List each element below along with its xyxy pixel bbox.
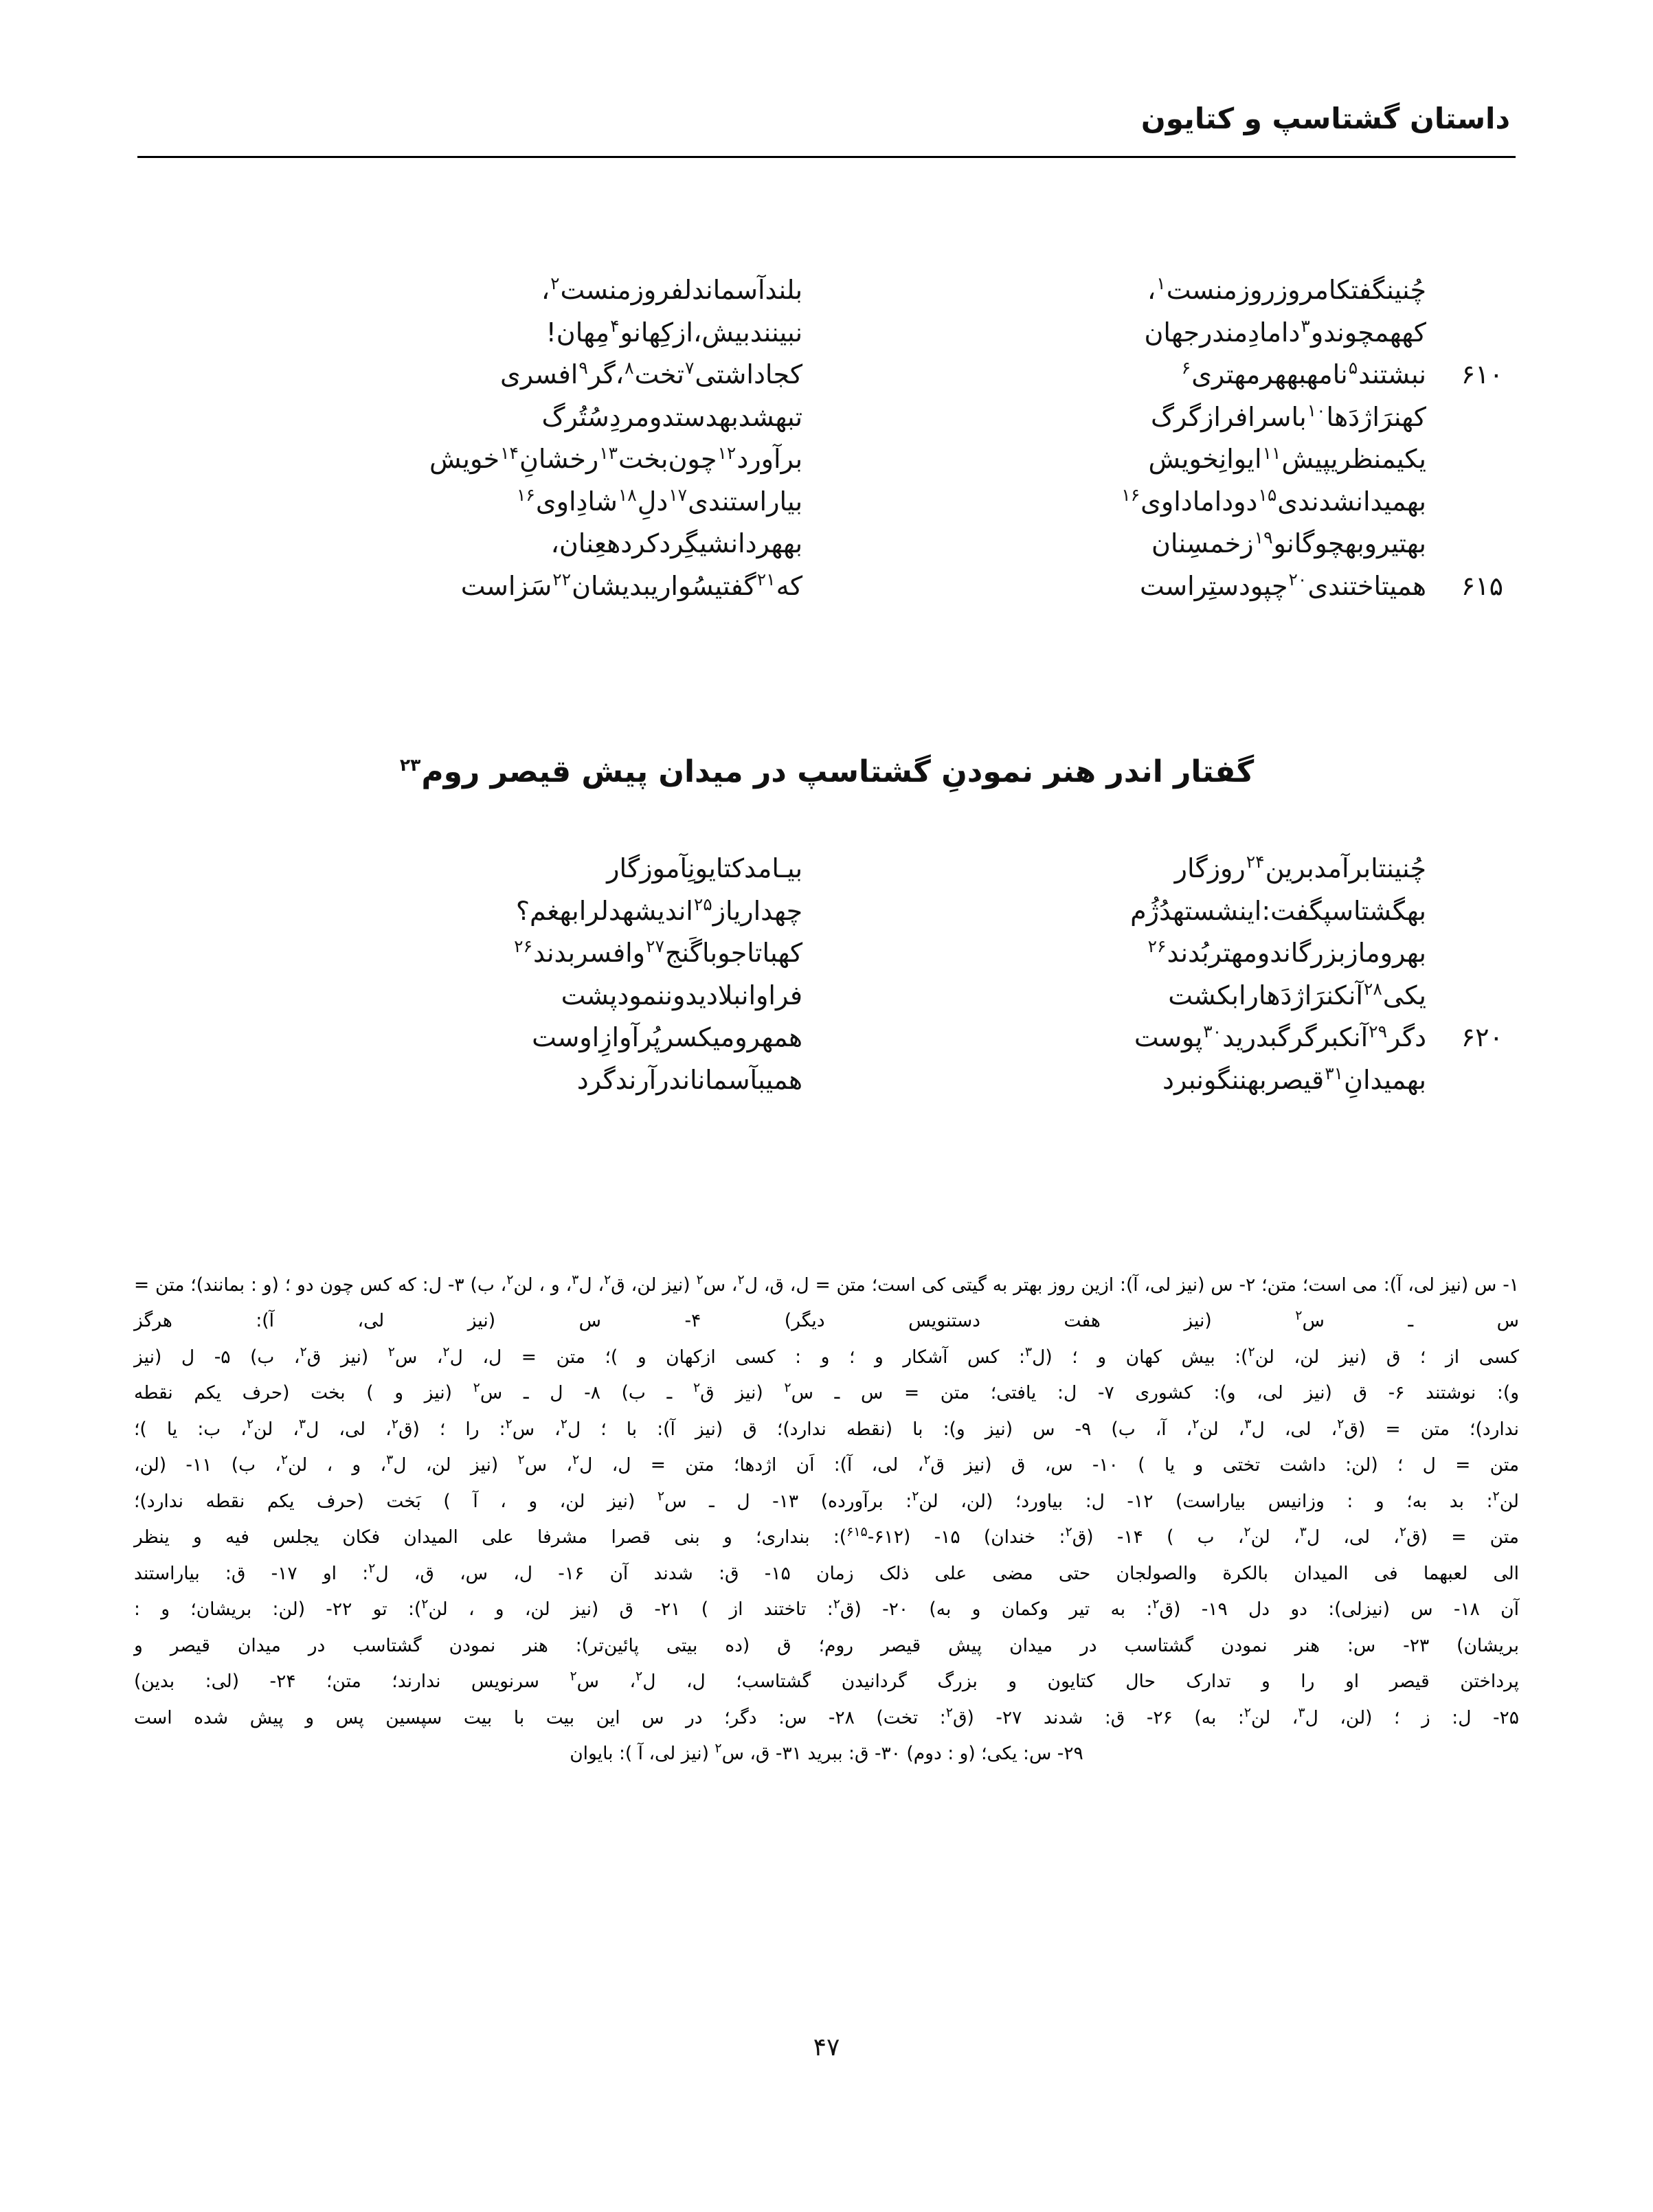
verse-word: پیش$^{۱۱}$ — [1262, 442, 1331, 475]
hemistich-right — [802, 1017, 1503, 1059]
hemistich-left — [227, 932, 802, 975]
hemistich-left — [227, 312, 802, 354]
couplet — [227, 932, 1426, 975]
verse-word: بیش، — [693, 317, 750, 348]
hemistich-right — [802, 565, 1503, 608]
verse-word: به — [559, 895, 579, 926]
footnote-marker: ۱۷ — [668, 485, 688, 506]
siglum-exponent: ۲ — [636, 1669, 643, 1684]
couplet — [227, 1059, 1426, 1102]
verse-word: اوی$^{۱۶}$ — [516, 485, 576, 517]
hemistich-left — [227, 975, 802, 1017]
verse-word: تاج — [730, 938, 763, 969]
section-heading — [0, 754, 1653, 789]
apparatus-line: ندارد)؛ متن = (ق$^۲$، لی، ل$^۳$، لن$^۲$، آ، ب) ۹- س (نیز و): با (نقطه ندارد)؛ ق (نیز آ): با ؛ ل$^۲$، س$^۲$: را ؛ (ق$^۲$، لی، ل$^۳$، لن$^۲$، ب: یا )؛ — [134, 1417, 1520, 1440]
verse-line-number: ۶۱۵ — [1461, 570, 1503, 601]
hemistich-right — [802, 396, 1426, 439]
apparatus-line: ۲۵- ل: ز ؛ (لن، ل$^۳$، لن$^۲$: به) ۲۶- ق: شدند ۲۷- (ق$^۲$: تخت) ۲۸- س: دگر؛ در س این بیت با بیت سپسین پس و پیش شده است — [134, 1704, 1519, 1728]
footnote-marker: ۱۲ — [717, 442, 736, 463]
verse-word: جهان — [1144, 317, 1200, 348]
verse-word: همی — [1389, 570, 1426, 601]
verse-word: در — [1199, 317, 1226, 348]
verse-word: هر — [756, 528, 783, 559]
verse-word: گرگ — [1277, 1022, 1317, 1053]
siglum-exponent: ۲ — [442, 1344, 450, 1360]
verse-word: داشتی$^۷$ — [684, 358, 765, 390]
hemistich-left — [227, 1059, 802, 1102]
verse-word: داماد — [1180, 486, 1234, 517]
verse-word: بکشت — [1168, 980, 1239, 1011]
couplet — [227, 890, 1426, 933]
apparatus-line: ۲۹- س: یکی؛ (و : دوم) ۳۰- ق: ببرید ۳۱- ق، س$^۲$ (نیز لی، آ ): بایوان — [570, 1741, 1083, 1765]
verse-word: میدانِ$^{۳۱}$ — [1325, 1063, 1407, 1095]
siglum-exponent: ۲ — [1399, 1524, 1407, 1540]
verse-word: بیاراستندی$^{۱۷}$ — [668, 485, 803, 517]
verse-word: به — [1406, 486, 1426, 517]
verse-word: غم؟ — [515, 895, 560, 926]
verse-word: کتایونِ — [688, 853, 745, 883]
footnote-marker: ۲۰ — [1288, 569, 1307, 590]
verse-word: به — [1247, 1064, 1267, 1095]
siglum-exponent: ۲ — [1337, 1417, 1345, 1432]
verse-word: بُدند$^{۲۶}$ — [1147, 936, 1209, 969]
couplet — [227, 269, 1426, 312]
siglum-exponent: ۲ — [391, 1417, 398, 1432]
siglum-exponent: ۲ — [246, 1417, 254, 1432]
section-heading-footnote-marker: ۲۳ — [399, 755, 421, 776]
verse-word: کِهان — [633, 317, 674, 348]
section-heading-text: گفتار اندر هنر نمودنِ گشتاسپ در میدان پیش قیصر روم — [421, 754, 1255, 789]
couplet — [227, 975, 1426, 1017]
couplet — [227, 438, 1426, 481]
siglum-exponent: ۲ — [560, 1417, 567, 1432]
verse-word: شدندی$^{۱۵}$ — [1258, 485, 1356, 517]
verse-word: دامادِ — [1248, 317, 1301, 348]
apparatus-line: لن$^۲$: بد به؛ و : وزانیس بیاراست) ۱۲- ل: بیاورد؛ (لن، لن$^۲$: برآورده) ۱۳- ل ـ س$^۲$ (نیز لن، و ، آ ) بَخت (حرف یکم نقطه ندارد)؛ — [134, 1488, 1519, 1512]
verse-word: نرَاژدَها — [1258, 980, 1334, 1011]
hemistich-left — [227, 396, 802, 439]
verse-word: به — [1345, 528, 1364, 559]
footnote-marker: ۱۴ — [500, 442, 519, 463]
verse-word: گشتاسپ — [1323, 895, 1407, 926]
verse-word: سرافرازگرگ — [1151, 401, 1292, 432]
footnote-marker: ۷ — [684, 358, 695, 379]
verse-word: که — [1402, 401, 1426, 432]
hemistich-right — [802, 848, 1426, 890]
hemistich-right — [802, 354, 1503, 396]
verse-word: و — [1250, 570, 1264, 601]
verse-word: داری — [733, 895, 775, 926]
verse-word: روم — [720, 1022, 762, 1053]
footnote-marker: ۱۳ — [599, 442, 618, 463]
verse-word: منظری — [1330, 444, 1397, 475]
verse-word: نبینند — [750, 317, 803, 348]
hemistich-right — [802, 312, 1426, 354]
couplet — [227, 1017, 1503, 1059]
verse-word: دید — [685, 980, 718, 1011]
siglum-exponent: ۲ — [570, 1669, 577, 1684]
verse-word: روز — [1237, 275, 1275, 305]
verse-word: بآسمان — [697, 1064, 766, 1095]
footnote-marker: ۱ — [1156, 273, 1166, 294]
siglum-exponent: ۳ — [386, 1452, 394, 1468]
verse-word: راست — [1139, 570, 1209, 601]
siglum-exponent: ۲ — [737, 1272, 745, 1288]
verse-word: بدیشان$^{۲۲}$ — [552, 569, 651, 601]
footnote-marker: ۵ — [1348, 358, 1358, 379]
verse-word: بزرگان — [1283, 938, 1346, 969]
couplet — [227, 481, 1426, 523]
verse-word: از — [673, 317, 693, 348]
verse-word: مهتری$^۶$ — [1181, 358, 1261, 390]
footnote-marker: ۳۰ — [1203, 1021, 1222, 1041]
verse-word: دانشی — [699, 528, 757, 559]
hemistich-left — [227, 523, 802, 565]
siglum-exponent: ۲ — [923, 1452, 931, 1468]
verse-word: خویش — [1148, 444, 1219, 475]
verse-word: شد — [738, 401, 776, 432]
siglum-exponent: ۲ — [421, 1596, 429, 1612]
siglum-exponent: ۲ — [387, 1344, 395, 1360]
verse-word: به — [1406, 895, 1426, 926]
verse-word: و — [1364, 528, 1377, 559]
verse-word: چه — [774, 895, 803, 926]
footnote-marker: ۶ — [1181, 358, 1191, 379]
verse-word: کجا — [765, 359, 803, 390]
verse-word: نبشتند$^۵$ — [1348, 358, 1426, 390]
siglum-exponent: ۲ — [300, 1344, 307, 1360]
verse-word: یکی$^{۲۸}$ — [1363, 978, 1426, 1011]
verse-word: دگر$^{۲۹}$ — [1369, 1021, 1426, 1053]
verse-word: ننمود — [617, 980, 673, 1011]
verse-word: و$^{۱۹}$ — [1254, 527, 1287, 559]
hemistich-right — [802, 523, 1426, 565]
footnote-marker: ۳ — [1301, 315, 1310, 336]
verse-word: آنک — [1334, 980, 1363, 1011]
verse-word: میدان — [1356, 486, 1407, 517]
footnote-marker: ۲۵ — [693, 894, 712, 914]
siglum-exponent: ۲ — [1152, 1596, 1160, 1612]
folio-number — [0, 2033, 1653, 2062]
hemistich-right — [802, 890, 1426, 933]
hemistich-left — [227, 269, 802, 312]
verse-word: منست$^۲$، — [541, 273, 631, 305]
siglum-exponent: ۲ — [693, 1380, 701, 1396]
verse-word: سُواری — [651, 570, 715, 601]
siglum-exponent: ۳ — [1024, 1344, 1033, 1360]
siglum-exponent: ۲ — [784, 1380, 791, 1396]
verse-word: گفت — [1351, 275, 1387, 305]
verse-word: گفتی — [715, 570, 756, 601]
hemistich-right — [802, 438, 1426, 481]
verse-word: و — [1203, 1064, 1217, 1095]
verse-word: چُنین — [1386, 275, 1426, 305]
verse-word: سَزاست — [460, 570, 552, 601]
verse-word: تا — [1371, 853, 1387, 883]
siglum-exponent: ۳ — [572, 1272, 579, 1288]
hemistich-left — [227, 438, 802, 481]
verse-word: دو — [649, 401, 676, 432]
verse-word: افسر — [575, 938, 633, 969]
verse-word: آموزگار — [607, 853, 688, 883]
running-head-rule — [137, 156, 1516, 158]
verse-word: چوگان — [1287, 528, 1345, 559]
verse-line-number: ۶۲۰ — [1461, 1022, 1503, 1053]
siglum-exponent: ۲ — [1492, 1488, 1500, 1504]
apparatus-line: متن = ل ؛ (لن: داشت تختی و یا ) ۱۰- س، ق (نیز ق$^۲$، لی، آ): اَن اژدها؛ متن = ل، ل$^۲$، س$^۲$ (نیز لن، ل$^۳$، و ، لن$^۲$، ب) ۱۱- (لن، — [134, 1452, 1520, 1476]
siglum-exponent: ۲ — [604, 1272, 611, 1288]
verse-word: مهتر — [1208, 938, 1257, 969]
verse-word: دو$^۳$ — [1301, 315, 1338, 348]
verse-word: از — [1345, 938, 1367, 969]
verse-word: گفت: — [1261, 895, 1324, 926]
verse-word: فراوان — [741, 980, 803, 1011]
hemistich-right — [802, 269, 1426, 312]
hemistich-right — [802, 975, 1426, 1017]
verse-word: از$^{۲۵}$ — [693, 894, 734, 926]
footnote-marker: ۳۱ — [1325, 1063, 1344, 1084]
verse-word: چُنین — [1386, 853, 1426, 883]
siglum-exponent: ۲ — [368, 1560, 376, 1576]
verse-word: گرد — [576, 1064, 616, 1095]
folio-number-text: ۴۷ — [813, 2033, 840, 2062]
verse-word: پشت — [561, 980, 618, 1011]
verse-word: ای — [1247, 895, 1262, 926]
verse-word: هر — [1260, 359, 1287, 390]
couplet — [227, 565, 1503, 608]
verse-line-number: ۶۱۰ — [1461, 359, 1503, 390]
hemistich-left — [227, 1017, 802, 1059]
footnote-marker: ۲۱ — [756, 569, 776, 590]
couplet — [227, 312, 1426, 354]
verse-word: آنک — [1339, 1022, 1369, 1053]
verse-word: یکی — [1396, 444, 1426, 475]
verse-word: نبرد — [1162, 1064, 1204, 1095]
verse-word: دو — [1233, 486, 1258, 517]
verse-word: کرده — [607, 528, 660, 559]
footnote-marker: ۲۷ — [646, 936, 664, 957]
siglum-exponent: ۲ — [833, 1596, 840, 1612]
verse-word: به — [1406, 528, 1426, 559]
siglum-exponent: ۶۱۵ — [846, 1524, 868, 1540]
verse-word: یکسر — [660, 1022, 721, 1053]
footnote-marker: ۲۲ — [552, 569, 572, 590]
footnote-marker: ۱۶ — [1121, 485, 1140, 506]
footnote-marker: ۲۸ — [1363, 978, 1382, 999]
siglum-exponent: ۲ — [1192, 1417, 1200, 1432]
footnote-marker: ۹ — [578, 358, 588, 379]
siglum-exponent: ۲ — [517, 1452, 525, 1468]
siglum-exponent: ۲ — [1244, 1524, 1251, 1540]
running-head-title: داستان گشتاسپ و کتایون — [1140, 102, 1510, 135]
verse-word: نشسته — [1172, 895, 1248, 926]
verse-word: تبه — [775, 401, 803, 432]
siglum-exponent: ۲ — [945, 1704, 953, 1720]
verse-word: اوی$^{۱۶}$ — [1121, 485, 1181, 517]
verse-word: گِرد — [659, 528, 700, 559]
verse-word: بلا — [717, 980, 741, 1011]
verse-word: باگَنج$^{۲۷}$ — [646, 936, 718, 969]
siglum-exponent: ۲ — [572, 1452, 580, 1468]
verse-word: روم — [1366, 938, 1407, 969]
couplet — [227, 848, 1426, 890]
verse-word: همه — [761, 1022, 803, 1053]
couplet — [227, 523, 1426, 565]
verse-word: را — [1238, 980, 1259, 1011]
verse-word: پُرآوازِ — [599, 1022, 661, 1053]
footnote-marker: ۱۸ — [618, 485, 637, 506]
verse-word: دست — [675, 401, 719, 432]
verse-word: با — [1291, 401, 1307, 432]
running-head — [137, 103, 1516, 135]
verse-word: اندیشه — [622, 895, 693, 926]
siglum-exponent: ۲ — [473, 1380, 480, 1396]
footnote-marker: ۸ — [625, 358, 634, 379]
verse-word: ننگ — [1217, 1064, 1248, 1095]
siglum-exponent: ۲ — [1248, 1344, 1255, 1360]
siglum-exponent: ۲ — [715, 1741, 722, 1757]
verse-word: به — [783, 528, 803, 559]
hemistich-left — [227, 354, 802, 396]
verse-word: دلفروز — [631, 275, 706, 305]
footnote-marker: ۱۶ — [516, 485, 535, 506]
verse-word: دستِ — [1208, 570, 1250, 601]
verse-word: قیصر — [1266, 1064, 1325, 1095]
footnote-marker: ۲۶ — [514, 936, 533, 957]
hemistich-right — [802, 932, 1426, 975]
verse-word: بیـامد — [744, 853, 803, 883]
hemistich-right — [802, 1059, 1426, 1102]
apparatus-line: الی لعبهما فی المیدان بالکرة والصولجان حتی مضی علی ذلک زمان ۱۵- ق: شدند آن ۱۶- ل، س، ق، ل$^۲$: او ۱۷- ق: بیاراستند — [134, 1560, 1520, 1584]
verse-word: بلندآسمان — [706, 275, 803, 305]
verse-word: به — [1406, 1064, 1426, 1095]
verse-word: و$^۴$ — [610, 315, 634, 348]
verse-word: روزگار — [1174, 853, 1246, 883]
verse-word: برآورد$^{۱۲}$چون‌بخت$^{۱۳}$رخشانِ$^{۱۴}$خویش — [429, 442, 803, 475]
verse-word: تیر — [1377, 528, 1407, 559]
footnote-marker: ۱۵ — [1258, 485, 1277, 506]
siglum-exponent: ۲ — [696, 1272, 704, 1288]
verse-word: برآمد — [1314, 853, 1371, 883]
verse-word: که$^{۲۱}$ — [756, 569, 803, 601]
footnote-marker: ۲۶ — [1147, 936, 1167, 957]
hemistich-right — [802, 481, 1426, 523]
verse-word: اوست — [532, 1022, 600, 1053]
siglum-exponent: ۲ — [1244, 1704, 1252, 1720]
footnote-marker: ۱۹ — [1254, 527, 1273, 548]
verse-word: اندرآرند — [615, 1064, 698, 1095]
verse-word: افسری — [500, 359, 578, 390]
verse-word: سُتُرگ — [541, 401, 609, 432]
verse-word: نامه — [1306, 359, 1348, 390]
siglum-exponent: ۲ — [657, 1488, 665, 1504]
verse-word: به — [1406, 938, 1426, 969]
verse-word: تاختندی$^{۲۰}$ — [1288, 569, 1390, 601]
verse-word: نرَاژدَها$^{۱۰}$ — [1307, 400, 1402, 432]
verse-word: مِهان! — [546, 317, 610, 348]
siglum-exponent: ۲ — [280, 1452, 289, 1468]
verse-block-one — [227, 269, 1503, 607]
hemistich-left — [227, 890, 802, 933]
verse-word: به — [1286, 359, 1307, 390]
siglum-exponent: ۲ — [505, 1417, 513, 1432]
siglum-exponent: ۳ — [1244, 1417, 1252, 1432]
verse-word: و — [672, 980, 686, 1011]
verse-word: منست$^۱$، — [1147, 273, 1237, 305]
verse-word: شادِ — [576, 486, 618, 517]
verse-word: دلِ$^{۱۸}$ — [618, 485, 668, 517]
siglum-exponent: ۲ — [506, 1272, 514, 1288]
siglum-exponent: ۲ — [1295, 1308, 1303, 1324]
hemistich-left — [227, 565, 802, 608]
verse-word: بدند$^{۲۶}$ — [514, 936, 576, 969]
verse-word: گر$^۹$ — [578, 358, 616, 390]
apparatus-line: متن = (ق$^۲$، لی، ل$^۳$، لن$^۲$، ب ) ۱۴- (ق$^۲$: خندان) ۱۵- (۶۱۲-$^{۶۱۵}$): بنداری؛ و بنی قصرا مشرفا علی المیدان فکان یجلس فیه و ینظر — [134, 1524, 1520, 1548]
verse-block-two — [227, 848, 1503, 1101]
verse-word: برین$^{۲۴}$ — [1246, 852, 1314, 883]
verse-word: دو — [1257, 938, 1284, 969]
verse-word: عِنان، — [550, 528, 607, 559]
verse-word: سِنان — [1151, 528, 1210, 559]
verse-word: و — [632, 938, 646, 969]
hemistich-left — [227, 848, 802, 890]
verse-word: ایوانِ — [1219, 444, 1262, 475]
apparatus-line: بریشان) ۲۳- س: هنر نمودن گشتاسب در میدان پیش قیصر روم؛ ق (ده بیتی پائین‌تر): هنر نمودن گشتاسب در میدان قیصر و — [134, 1634, 1520, 1656]
apparatus-line: پرداختن قیصر او را و تدارک حال کتایون و بزرگ گردانیدن گشتاسب؛ ل، ل$^۲$، س$^۲$ سرنویس ندارند؛ متن؛ ۲۴- (لی: بدین) — [134, 1669, 1520, 1693]
footnote-marker: ۱۱ — [1262, 442, 1281, 463]
verse-word: با — [762, 938, 778, 969]
footnote-marker: ۴ — [610, 315, 620, 336]
apparatus-line: آن ۱۸- س (نیزلی): دو دل ۱۹- (ق$^۲$: به تیر وکمان و به) ۲۰- (ق$^۲$: تاختند از ) ۲۱- ق (نیز لن، و ، لن$^۲$): تو ۲۲- (لن: بریشان؛ و : — [134, 1596, 1520, 1621]
verse-word: چپ — [1263, 570, 1288, 601]
verse-word: دل — [600, 895, 622, 926]
verse-word: من — [1226, 317, 1248, 348]
verse-word: مردِ — [609, 401, 650, 432]
verse-word: که — [778, 938, 803, 969]
couplet — [227, 396, 1426, 439]
verse-word: بر — [1316, 1022, 1340, 1053]
siglum-exponent: ۳ — [298, 1417, 306, 1432]
verse-word: همچون — [1337, 317, 1402, 348]
verse-word: که — [1402, 317, 1426, 348]
siglum-exponent: ۳ — [1298, 1704, 1305, 1720]
verse-word: و — [717, 938, 731, 969]
footnote-marker: ۱۰ — [1307, 400, 1326, 420]
verse-word: بدرید$^{۳۰}$ — [1203, 1021, 1278, 1053]
apparatus-line: ۱- س (نیز لی، آ): می است؛ متن؛ ۲- س (نیز لی، آ): ازین روز بهتر به گیتی کی است؛ متن = ل، ق، ل$^۲$، س$^۲$ (نیز لن، ق$^۲$، ل$^۳$، و ، لن$^۲$، ب) ۳- ل: که کس چون دو ؛ (و : بمانند)؛ متن = س ـ س$^۲$ (نیز هفت دستنویس دیگر) ۴- س (نیز لی، آ): هرگز — [134, 1272, 1520, 1332]
verse-word: کامروز — [1274, 275, 1351, 305]
verse-word: تخت$^۸$، — [615, 358, 684, 390]
hemistich-left — [227, 481, 802, 523]
footnote-marker: ۲ — [550, 273, 560, 294]
verse-word: دُژُم — [1130, 895, 1173, 926]
critical-apparatus — [134, 1267, 1519, 1772]
verse-word: زخم — [1209, 528, 1254, 559]
siglum-exponent: ۲ — [1065, 1524, 1072, 1540]
verse-word: را — [578, 895, 601, 926]
apparatus-line: و): نوشتند ۶- ق (نیز لی، و): کشوری ۷- ل: یافتی؛ متن = س ـ س$^۲$ (نیز ق$^۲$ ـ ب) ۸- ل ـ س$^۲$ (نیز و ) بخت (حرف یکم نقطه — [134, 1380, 1520, 1404]
siglum-exponent: ۳ — [1299, 1524, 1307, 1540]
footnote-marker: ۲۴ — [1246, 852, 1265, 872]
verse-word: پوست — [1134, 1022, 1203, 1053]
footnote-marker: ۲۹ — [1369, 1021, 1388, 1041]
couplet — [227, 354, 1503, 396]
apparatus-line: کسی از ؛ ق (نیز لن، لن$^۲$): بیش کهان و ؛ (ل$^۳$: کس آشکار و ؛ و : کسی ازکهان و )؛ متن = ل، ل$^۲$، س$^۲$ (نیز ق$^۲$، ب) ۵- ل (نیز — [134, 1344, 1519, 1368]
verse-word: همی — [765, 1064, 803, 1095]
verse-word: به — [719, 401, 739, 432]
siglum-exponent: ۲ — [912, 1488, 919, 1504]
